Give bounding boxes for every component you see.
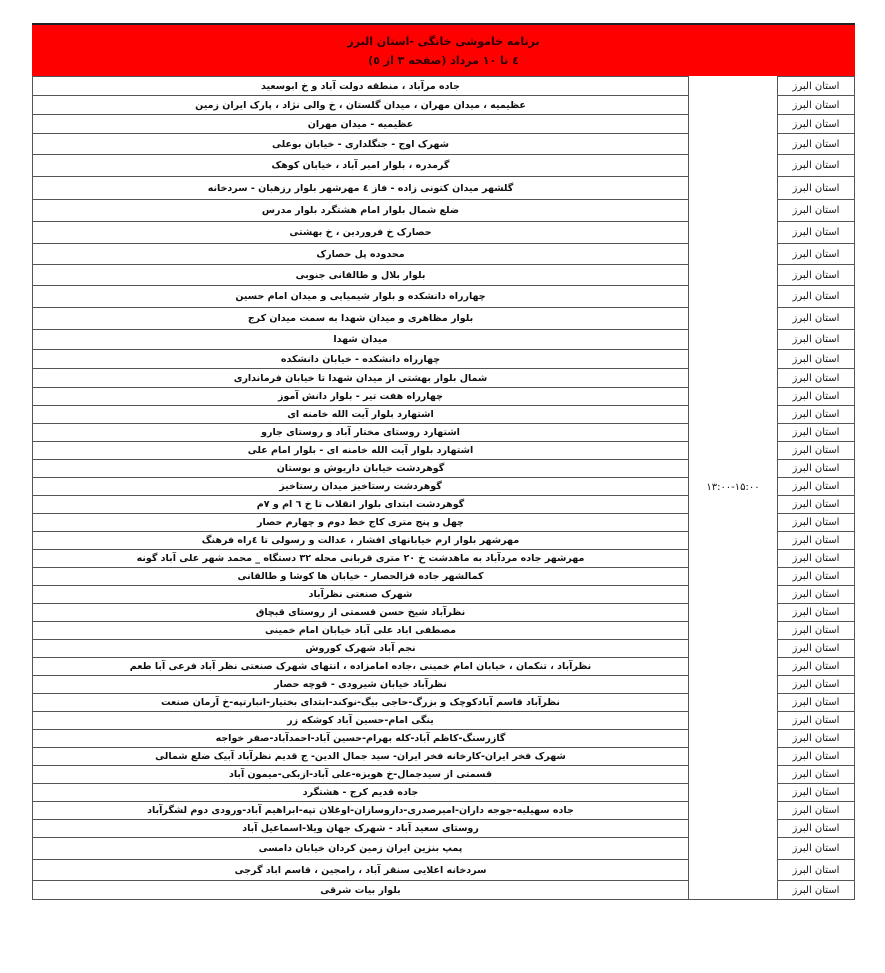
location-cell: نظرآباد شیخ حسن قسمتی از روستای قبچاق xyxy=(33,604,689,622)
province-cell: استان البرز xyxy=(778,550,855,568)
schedule-header xyxy=(32,23,855,76)
location-cell: اشتهارد بلوار آیت الله خامنه ای - بلوار امام علی xyxy=(33,442,689,460)
province-cell: استان البرز xyxy=(778,658,855,676)
location-cell: بلوار بلال و طالقانی جنوبی xyxy=(33,265,689,286)
location-cell: نظرآباد ، تنکمان ، خیابان امام خمینی ،جاده امامزاده ، انتهای شهرک صنعتی نظر آباد فرعی آبا طعم xyxy=(33,658,689,676)
province-cell: استان البرز xyxy=(778,265,855,286)
province-cell: استان البرز xyxy=(778,155,855,177)
location-cell: بلوار بیات شرقی xyxy=(33,881,689,900)
province-cell: استان البرز xyxy=(778,388,855,406)
province-cell: استان البرز xyxy=(778,330,855,350)
location-cell: ینگی امام-حسین آباد کوشکه زر xyxy=(33,712,689,730)
location-cell: نجم آباد شهرک کوروش xyxy=(33,640,689,658)
outage-schedule-sheet xyxy=(32,23,855,900)
province-cell: استان البرز xyxy=(778,712,855,730)
province-cell: استان البرز xyxy=(778,676,855,694)
location-cell: گلشهر میدان کتونی زاده - فاز ٤ مهرشهر بلوار رزهبان - سردخانه xyxy=(33,177,689,200)
province-cell: استان البرز xyxy=(778,286,855,308)
location-cell: اشتهارد بلوار آیت الله خامنه ای xyxy=(33,406,689,424)
location-cell: مهرشهر جاده مردآباد به ماهدشت خ ٢٠ متری قربانی محله ٣٢ دستگاه _ محمد شهر علی آباد گونه xyxy=(33,550,689,568)
location-cell: مهرشهر بلوار ارم خیابانهای افشار ، عدالت و رسولی تا ٤راه فرهنگ xyxy=(33,532,689,550)
province-cell: استان البرز xyxy=(778,308,855,330)
location-cell: شهرک صنعتی نظرآباد xyxy=(33,586,689,604)
province-cell: استان البرز xyxy=(778,244,855,265)
province-cell: استان البرز xyxy=(778,442,855,460)
province-cell: استان البرز xyxy=(778,640,855,658)
table-row xyxy=(33,77,855,96)
province-cell: استان البرز xyxy=(778,134,855,155)
location-cell: چهل و پنج متری کاج خط دوم و چهارم حصار xyxy=(33,514,689,532)
province-cell: استان البرز xyxy=(778,177,855,200)
province-cell: استان البرز xyxy=(778,694,855,712)
location-cell: عظیمیه - میدان مهران xyxy=(33,115,689,134)
province-cell: استان البرز xyxy=(778,730,855,748)
province-cell: استان البرز xyxy=(778,496,855,514)
location-cell: کمالشهر جاده قزالحصار - خیابان ها کوشا و طالقانی xyxy=(33,568,689,586)
location-cell: چهارراه دانشکده - خیابان دانشکده xyxy=(33,350,689,369)
location-cell: گوهردشت ابتدای بلوار انقلاب تا خ ٦ ام و ٧م xyxy=(33,496,689,514)
outage-table xyxy=(32,76,855,900)
province-cell: استان البرز xyxy=(778,514,855,532)
province-cell: استان البرز xyxy=(778,784,855,802)
location-cell: حصارک خ فروردین ، خ بهشتی xyxy=(33,222,689,244)
location-cell: چهارراه هفت تیر - بلوار دانش آموز xyxy=(33,388,689,406)
province-cell: استان البرز xyxy=(778,115,855,134)
province-cell: استان البرز xyxy=(778,77,855,96)
schedule-subtitle: ٤ تا ١٠ مرداد (صفحه ٣ از ٥) xyxy=(368,53,519,67)
province-cell: استان البرز xyxy=(778,460,855,478)
province-cell: استان البرز xyxy=(778,802,855,820)
location-cell: گازرسنگ-کاظم آباد-کله بهرام-حسین آباد-احمدآباد-صفر خواجه xyxy=(33,730,689,748)
location-cell: جاده سهیلیه-جوجه داران-امیرصدری-داروسازان-اوغلان تپه-ابراهیم آباد-ورودی دوم لشگرآباد xyxy=(33,802,689,820)
province-cell: استان البرز xyxy=(778,96,855,115)
location-cell: شمال بلوار بهشتی از میدان شهدا تا خیابان فرمانداری xyxy=(33,369,689,388)
location-cell: عظیمیه ، میدان مهران ، میدان گلستان ، خ والی نژاد ، پارک ایران زمین xyxy=(33,96,689,115)
schedule-title: برنامه خاموشی خانگی -استان البرز xyxy=(347,34,540,48)
location-cell: پمپ بنزین ایران زمین کردان خیابان دامسی xyxy=(33,838,689,860)
location-cell: گرمدره ، بلوار امیر آباد ، خیابان کوهک xyxy=(33,155,689,177)
outage-table-body xyxy=(33,77,855,900)
location-cell: شهرک اوج - جنگلداری - خیابان بوعلی xyxy=(33,134,689,155)
location-cell: قسمتی از سیدجمال-خ هویزه-علی آباد-ازبکی-میمون آباد xyxy=(33,766,689,784)
province-cell: استان البرز xyxy=(778,369,855,388)
location-cell: نظرآباد خیابان شیرودی - قوچه حصار xyxy=(33,676,689,694)
province-cell: استان البرز xyxy=(778,406,855,424)
location-cell: بلوار مظاهری و میدان شهدا به سمت میدان کرج xyxy=(33,308,689,330)
province-cell: استان البرز xyxy=(778,748,855,766)
province-cell: استان البرز xyxy=(778,200,855,222)
province-cell: استان البرز xyxy=(778,350,855,369)
location-cell: گوهردشت خیابان داریوش و بوستان xyxy=(33,460,689,478)
province-cell: استان البرز xyxy=(778,424,855,442)
location-cell: گوهردشت رستاخیز میدان رستاخیز xyxy=(33,478,689,496)
time-slot-cell: ۱۳:۰۰-۱۵:۰۰ xyxy=(689,77,778,900)
province-cell: استان البرز xyxy=(778,881,855,900)
location-cell: محدوده پل حصارک xyxy=(33,244,689,265)
province-cell: استان البرز xyxy=(778,222,855,244)
location-cell: شهرک فخر ایران-کارخانه فخر ایران- سید جمال الدین- ج قدیم نظرآباد آبیک ضلع شمالی xyxy=(33,748,689,766)
province-cell: استان البرز xyxy=(778,766,855,784)
location-cell: روستای سعید آباد - شهرک جهان ویلا-اسماعیل آباد xyxy=(33,820,689,838)
province-cell: استان البرز xyxy=(778,838,855,860)
location-cell: میدان شهدا xyxy=(33,330,689,350)
province-cell: استان البرز xyxy=(778,532,855,550)
location-cell: مصطفی اباد علی آباد خیابان امام خمینی xyxy=(33,622,689,640)
province-cell: استان البرز xyxy=(778,860,855,881)
province-cell: استان البرز xyxy=(778,586,855,604)
location-cell: ضلع شمال بلوار امام هشتگرد بلوار مدرس xyxy=(33,200,689,222)
province-cell: استان البرز xyxy=(778,604,855,622)
province-cell: استان البرز xyxy=(778,568,855,586)
location-cell: اشتهارد روستای مختار آباد و روستای جارو xyxy=(33,424,689,442)
location-cell: نظرآباد قاسم آبادکوچک و بزرگ-حاجی بیگ-نوکند-ابتدای بختیار-انبارتپه-خ آرمان صنعت xyxy=(33,694,689,712)
location-cell: جاده قدیم کرج - هشتگرد xyxy=(33,784,689,802)
location-cell: چهارراه دانشکده و بلوار شیمیایی و میدان امام حسین xyxy=(33,286,689,308)
province-cell: استان البرز xyxy=(778,820,855,838)
province-cell: استان البرز xyxy=(778,478,855,496)
location-cell: سردخانه اعلایی سنقر آباد ، رامجین ، قاسم اباد گرجی xyxy=(33,860,689,881)
province-cell: استان البرز xyxy=(778,622,855,640)
location-cell: جاده مرآباد ، منطقه دولت آباد و خ ابوسعید xyxy=(33,77,689,96)
